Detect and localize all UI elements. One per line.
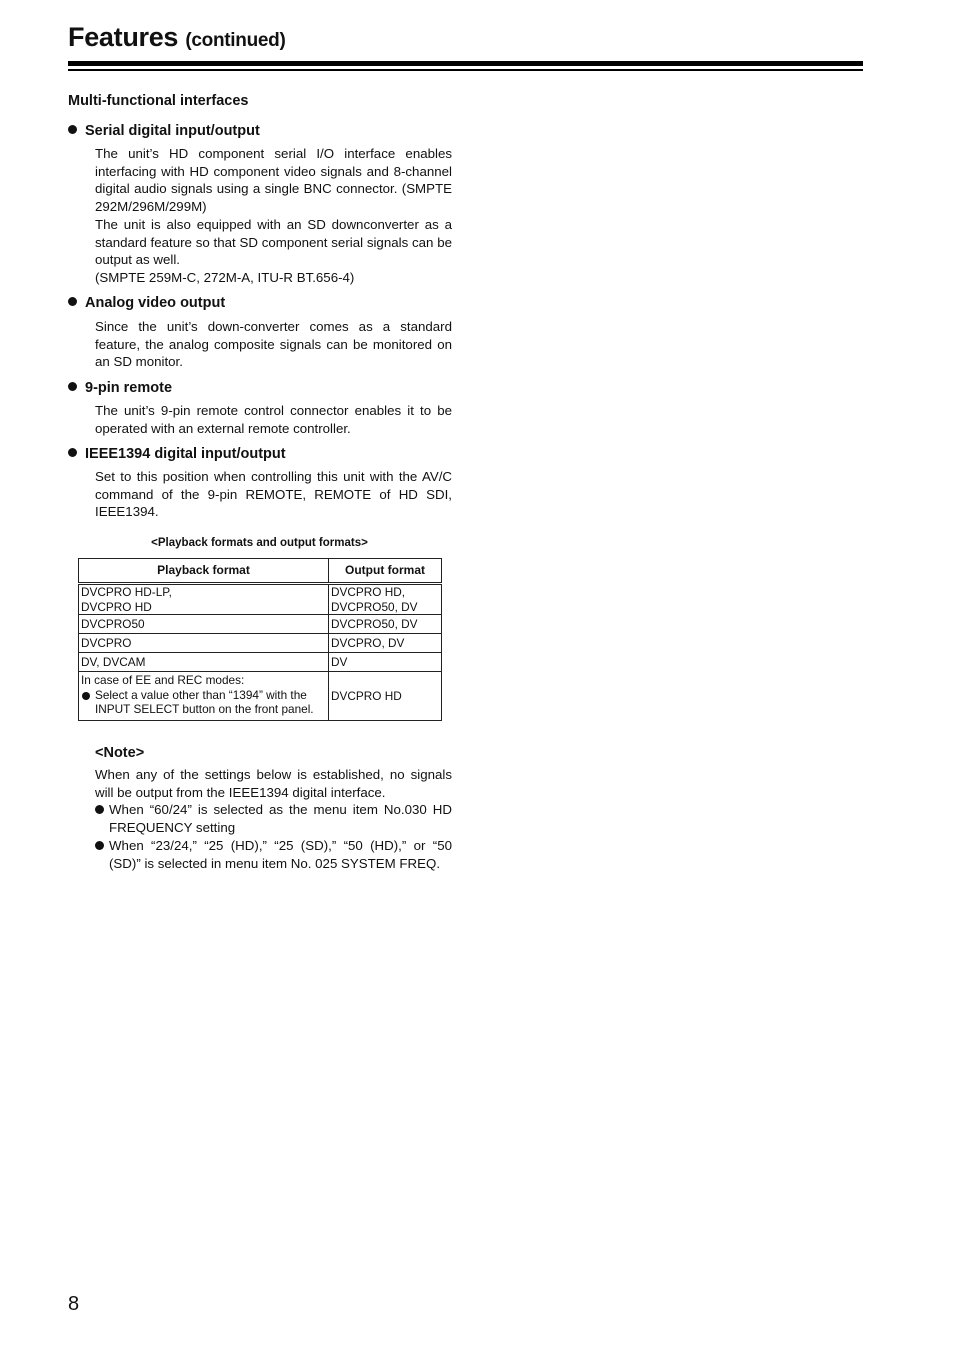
- page-number: 8: [68, 1293, 80, 1315]
- column-header-output: Output format: [329, 559, 442, 584]
- cell-output: DVCPRO50, DV: [329, 615, 442, 634]
- bullet-icon: [68, 297, 77, 306]
- note-bullet-text: When “60/24” is selected as the menu item No.030 HD FREQUENCY setting: [109, 802, 452, 836]
- cell-bullet-text: Select a value other than “1394” with the INPUT SELECT button on the front panel.: [95, 687, 314, 716]
- cell-playback: [79, 672, 329, 721]
- paragraph: Since the unit’s down-converter comes as a standard feature, the analog composite signals can be monitored on an SD monitor.: [95, 319, 452, 370]
- paragraph: (SMPTE 259M-C, 272M-A, ITU-R BT.656-4): [95, 269, 355, 285]
- bullet-icon: [95, 805, 104, 814]
- cell-playback: DVCPRO: [79, 634, 329, 653]
- table-caption: <Playback formats and output formats>: [151, 537, 368, 549]
- item-body-ieee1394: [95, 468, 452, 521]
- cell-output: DVCPRO, DV: [329, 634, 442, 653]
- page-title: [68, 22, 285, 53]
- cell-playback: [79, 584, 329, 615]
- note-bullet-item: [95, 837, 452, 872]
- cell-playback: DVCPRO50: [79, 615, 329, 634]
- cell-output: DVCPRO HD: [329, 672, 442, 721]
- item-body-serial-digital: [95, 145, 452, 287]
- note-bullet-text: When “23/24,” “25 (HD),” “25 (SD),” “50 (HD),” or “50 (SD)” is selected in menu item No. 025 SYSTEM FREQ.: [109, 837, 452, 871]
- item-heading-ieee1394: [68, 446, 286, 462]
- cell-playback: DV, DVCAM: [79, 653, 329, 672]
- cell-line: DVCPRO HD: [81, 599, 152, 614]
- item-heading-analog-video: [68, 295, 225, 311]
- item-body-analog-video: [95, 318, 452, 371]
- note-body: [95, 766, 452, 872]
- item-heading-label: Analog video output: [85, 295, 226, 311]
- table-row: [79, 615, 442, 634]
- item-heading-serial-digital: [68, 123, 260, 139]
- header-rule-thick: [68, 61, 863, 66]
- item-heading-label: 9-pin remote: [85, 380, 173, 396]
- table-header-row: [79, 559, 442, 584]
- cell-output: DV: [329, 653, 442, 672]
- paragraph: The unit’s 9-pin remote control connector enables it to be operated with an external remote controller.: [95, 403, 452, 436]
- item-heading-9pin-remote: [68, 380, 172, 396]
- table-row: [79, 634, 442, 653]
- note-intro: When any of the settings below is established, no signals will be output from the IEEE1394 digital interface.: [95, 767, 452, 800]
- paragraph: The unit’s HD component serial I/O interface enables interfacing with HD component video signals and 8-channel digital audio signals using a single BNC connector. (SMPTE 292M/296M/299M): [95, 146, 452, 215]
- table-row: [79, 672, 442, 721]
- note-heading: <Note>: [95, 745, 145, 761]
- header-rule-thin: [68, 69, 863, 71]
- bullet-icon: [95, 841, 104, 850]
- page-title-continued: (continued): [185, 30, 286, 51]
- cell-line: DVCPRO HD,: [331, 585, 406, 599]
- bullet-icon: [68, 448, 77, 457]
- cell-line: DVCPRO HD-LP,: [81, 585, 172, 599]
- page-title-main: Features: [68, 22, 179, 52]
- cell-line: In case of EE and REC modes:: [81, 673, 245, 687]
- cell-bullet-item: [81, 688, 326, 717]
- bullet-icon: [82, 692, 90, 700]
- section-title: Multi-functional interfaces: [68, 93, 249, 109]
- bullet-icon: [68, 382, 77, 391]
- cell-line: DVCPRO50, DV: [331, 599, 418, 614]
- format-table: [78, 558, 442, 721]
- item-heading-label: IEEE1394 digital input/output: [85, 446, 286, 462]
- item-body-9pin-remote: [95, 402, 452, 437]
- column-header-playback: Playback format: [79, 559, 329, 584]
- paragraph: Set to this position when controlling this unit with the AV/C command of the 9-pin REMOTE, REMOTE of HD SDI, IEEE1394.: [95, 469, 452, 520]
- bullet-icon: [68, 125, 77, 134]
- note-bullet-item: [95, 801, 452, 836]
- table-row: [79, 653, 442, 672]
- item-heading-label: Serial digital input/output: [85, 123, 260, 139]
- paragraph: The unit is also equipped with an SD downconverter as a standard feature so that SD component serial signals can be output as well.: [95, 216, 452, 268]
- cell-output: [329, 584, 442, 615]
- table-row: [79, 584, 442, 615]
